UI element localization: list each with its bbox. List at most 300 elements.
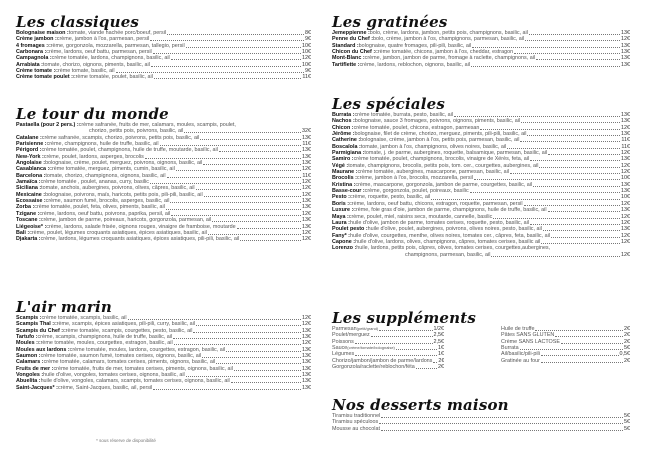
section-gratinees	[332, 14, 630, 68]
item-name: Crème tomate :	[16, 68, 56, 75]
dot-leader	[166, 209, 301, 210]
item-name: Parisienne :	[16, 141, 47, 148]
item-price: 12€	[621, 219, 630, 226]
item-name: Moules aux lardons :	[16, 346, 70, 353]
gratinees-list	[332, 30, 630, 68]
item-description: huile, lardons, petits pois, câpres, olives, tomates cerises, courgettes,aubergines,	[356, 245, 551, 252]
item-price: 32€	[302, 128, 311, 135]
dot-leader	[433, 362, 437, 363]
item-description: huile d'olive, vongoles, calamars, scampis, tomates cerises, oignons, basilic, ail	[40, 378, 230, 385]
dot-leader	[541, 243, 620, 244]
dot-leader	[184, 132, 301, 133]
item-price: 13€	[302, 372, 311, 379]
item-description: crème tomatée, moules, lardons, courgettes, estragon, basilic, ail	[69, 346, 226, 353]
item-price: 13€	[621, 30, 630, 36]
item-description: huile d'olive, courgettes, menthe, olives noires, tomates cer., câpres, feta, basilic, ail	[349, 232, 550, 239]
dot-leader	[240, 240, 301, 241]
item-description: crème, jambon à l'os, parmesan, persil	[56, 36, 150, 43]
item-name: Végé :	[332, 162, 349, 169]
dot-leader	[471, 66, 620, 67]
item-price: 5€	[624, 413, 630, 419]
menu-item	[16, 385, 311, 391]
item-price: 13€	[302, 153, 311, 160]
item-price: 2€	[624, 326, 630, 332]
item-description: crème, poulet, miel, raisins secs, moutarde, cannelle, basilic	[348, 213, 493, 220]
dot-leader	[153, 53, 301, 54]
item-price: 2€	[438, 357, 444, 364]
dot-leader	[174, 344, 301, 345]
item-name: Bali :	[16, 229, 30, 236]
classiques-list	[16, 30, 311, 81]
item-name: Moules :	[16, 340, 38, 347]
item-name: Liégeoise* :	[16, 223, 47, 230]
dot-leader	[193, 332, 301, 333]
item-price: 1€	[438, 351, 444, 358]
item-name: Chorizo/jambon/jambon de parme/lardons	[332, 357, 433, 364]
item-price: 12€	[621, 213, 630, 220]
item-description: crème, jambon de parme, poireaux, haricots, gorgonzola, parmesan, ail	[40, 217, 212, 224]
item-name: Siciliana :	[16, 185, 42, 192]
item-name: Bolognaise maison :	[16, 30, 69, 36]
dot-leader	[548, 211, 620, 212]
item-description: crème, champignons, huile de truffe, basilic, ail	[46, 141, 159, 148]
item-name: New-York :	[16, 153, 44, 160]
dot-leader	[507, 148, 620, 149]
item-name: Crème tomate poulet :	[16, 74, 73, 81]
item-description: bolognaise, crème, poulet, merguez, poivrons, oignons, basilic, ail	[45, 160, 203, 167]
item-name: Mousse au chocolat	[332, 425, 380, 432]
item-name: Campagnola :	[16, 55, 52, 62]
item-name: Périgord :	[16, 147, 42, 154]
item-description: crème tomatée, poulet, champignons, huile de truffe, moutarde, basilic, ail	[41, 147, 218, 154]
item-name: Barcelona :	[16, 172, 46, 179]
dot-leader	[176, 170, 301, 171]
item-description: tomate, champignons, brocolis, petits pois, tom. cer., courgettes, aubergines, ail	[348, 162, 539, 169]
item-price: 13€	[302, 365, 311, 372]
dot-leader	[470, 192, 620, 193]
item-description: tomate, jambon à l'os, champignons, olives noires, basilic, ail	[360, 143, 507, 150]
item-price: 12€	[302, 191, 311, 198]
item-name: Jamaïca :	[16, 179, 41, 186]
item-price: 11€	[621, 143, 630, 150]
item-price: 10€	[302, 49, 311, 56]
item-price: 12€	[621, 162, 630, 169]
dot-leader	[171, 215, 301, 216]
item-price: 12€	[621, 169, 630, 176]
item-name: Chicon du Chef :	[332, 49, 376, 56]
item-name: Kristina :	[332, 181, 356, 188]
item-name: Ail/basilic/pili-pili	[501, 351, 540, 358]
item-description: bolognaise, quatre fromages, pili-pili, basilic, ail	[358, 42, 472, 49]
dot-leader	[212, 221, 301, 222]
item-price: 12€	[302, 166, 311, 173]
item-description: crème, lardons, oeuf battu, poivrons, paprika, persil, ail	[39, 210, 171, 217]
item-name: Calamars :	[16, 359, 44, 366]
item-name: Sauce	[332, 345, 348, 352]
item-name: Zorba :	[16, 204, 35, 211]
item-description: crème, foie gras d'oie, jambon de parme, champignons, huile de truffe, basilic, ail	[353, 207, 547, 214]
item-price: 13€	[621, 42, 630, 49]
item-price: 13€	[621, 207, 630, 214]
item-description: crème, scampis, épices asiatiques, pili-pili, curry, basilic, ail	[54, 321, 196, 328]
item-name: Jemeppienne :	[332, 30, 370, 36]
item-price: 13€	[302, 198, 311, 205]
dot-leader	[520, 141, 620, 142]
dot-leader	[514, 53, 620, 54]
dot-leader	[535, 330, 623, 331]
item-description: crème, jambon, jambon de parme, fromage à raclette, champignons, ail	[364, 55, 536, 62]
dot-leader	[150, 40, 304, 41]
item-description: crème, gorgonzola, mozzarella, parmesan, tallegio, persil	[48, 42, 185, 49]
dot-leader	[196, 189, 301, 190]
item-name: Ecossaise :	[16, 198, 46, 205]
item-name: Laura :	[332, 219, 350, 226]
item-price: 13€	[302, 334, 311, 341]
item-description: bolognaise, sauce 3 fromages, poivrons, oignons, piments, basilic, ail	[354, 118, 521, 125]
item-price: 12€	[621, 251, 630, 258]
item-description: crème tomatée, poulet, basilic, ail	[72, 74, 153, 81]
item-price: 13€	[302, 353, 311, 360]
dot-leader	[541, 362, 623, 363]
item-price: 12€	[621, 150, 630, 157]
item-name: Carbonara :	[16, 49, 47, 56]
item-price: 13€	[302, 327, 311, 334]
item-name: Penne du Chef :	[332, 36, 374, 43]
item-description: crème, gorgonzola, poulet, poireaux, basilic	[364, 188, 469, 195]
dot-leader	[173, 338, 301, 339]
item-description: crème, poulet, lardons, asperges, brocolis	[43, 153, 144, 160]
item-price: 13€	[621, 188, 630, 195]
item-name: Poulet pesto :	[332, 226, 368, 233]
dot-leader	[548, 154, 620, 155]
item-price: 12€	[302, 236, 311, 243]
item-name: Lorenzo :	[332, 245, 357, 252]
item-price: 13€	[302, 359, 311, 366]
item-note: (petit/grand)	[356, 326, 379, 331]
item-price: 9€	[305, 36, 311, 43]
item-description: crème tomatée , poulet, ananas, curry, basilic	[40, 179, 149, 186]
item-name: Fruits de mer :	[16, 365, 54, 372]
dot-leader	[472, 47, 620, 48]
item-name: Capone :	[332, 238, 356, 245]
item-price: 9€	[305, 68, 311, 75]
section-title-speciales: Les spéciales	[332, 95, 446, 113]
dot-leader	[530, 224, 620, 225]
item-name: Burrata	[501, 345, 519, 352]
dot-leader	[151, 66, 301, 67]
item-name: Poissons	[332, 338, 354, 345]
item-description: crème tomatée, calamars, tomates cerises, piments, oignons, basilic, ail	[43, 359, 216, 366]
section-title-desserts: Nos desserts maison	[332, 396, 509, 414]
item-price: 1/2€	[433, 326, 444, 332]
dot-leader	[219, 151, 301, 152]
section-classiques	[16, 14, 311, 81]
item-name: Mont-Blanc :	[332, 55, 365, 62]
item-price: 10€	[302, 61, 311, 68]
dot-leader	[234, 370, 301, 371]
item-price: 5€	[624, 345, 630, 352]
item-description: crème tomatée, scampis, basilic, ail	[41, 315, 127, 321]
section-desserts	[332, 397, 630, 432]
dot-leader	[208, 234, 301, 235]
item-description: huile d'olive, lardons, olives, champignons, câpres, tomates cerises, basilic ail	[355, 238, 541, 245]
item-name: Arrabiata :	[16, 61, 43, 68]
item-name: Djakarta :	[16, 236, 41, 243]
item-price: 1€	[438, 345, 444, 352]
dot-leader	[202, 357, 301, 358]
section-speciales	[332, 96, 630, 258]
item-description: bolo, crème, jambon à l'os, champignons, parmesan, basilic, ail	[373, 36, 525, 43]
item-description: tomate, chorizo, champignons, oignons, basilic, ail	[45, 172, 166, 179]
item-description: huile d'olive, vongoles, tomates cerises, oignons, basilic, ail	[43, 372, 185, 379]
section-title-gratinees: Les gratinées	[332, 13, 448, 31]
speciales-list	[332, 112, 630, 258]
dot-leader	[521, 122, 620, 123]
item-description: crème tomatée, burrata, pesto, basilic, ail	[354, 112, 454, 118]
item-name: Maya :	[332, 213, 349, 220]
item-name: Burrata :	[332, 112, 355, 118]
item-price: 12€	[302, 179, 311, 186]
item-name: Parmesan	[332, 326, 357, 332]
supplements-left-list	[332, 326, 444, 370]
item-name: Vongoles :	[16, 372, 44, 379]
item-description: crème safranée, scampis, chorizo, poivrons, petits pois, basilic, ail	[41, 134, 200, 141]
item-name: Saumon :	[16, 353, 41, 360]
item-name: Basse-cour :	[332, 188, 365, 195]
item-price: 13€	[621, 61, 630, 68]
desserts-list	[332, 413, 630, 432]
item-description: crème, jambon à l'os, brocolis, mozzarella, persil	[356, 175, 473, 182]
item-name: Pesto :	[332, 194, 350, 201]
item-price: 12€	[621, 238, 630, 245]
item-name: Casablanca :	[16, 166, 50, 173]
dot-leader	[226, 351, 301, 352]
item-price: 10€	[621, 175, 630, 182]
item-name: Saint-Jacques* :	[16, 384, 58, 391]
item-description: tomate, viande hachée porc/boeuf, persil	[68, 30, 167, 36]
item-price: 2€	[438, 364, 444, 371]
item-price: 12€	[302, 321, 311, 328]
item-name: Tiramisu spéculoos	[332, 419, 379, 426]
dot-leader	[203, 164, 301, 165]
dot-leader	[379, 330, 432, 331]
item-description: tomate, j. de parme, aubergines, roquette, balsamique, parmesan, basilic, ail	[364, 150, 548, 157]
item-price: 13€	[302, 160, 311, 167]
item-price: 2€	[624, 332, 630, 339]
item-price: 2,5€	[433, 332, 444, 339]
item-description: bolognaise, crème, jambon à l'os, petits pois, parmesan, basilic, ail	[360, 137, 520, 144]
supplement-item	[332, 426, 630, 432]
item-description: crème tomatée, poulet, champignons, brocolis, vinaigre de Xérès, feta, ail	[353, 156, 530, 163]
item-name: Gorgonzola/raclette/reblochon/féta	[332, 364, 415, 371]
item-name: Huile de truffe	[501, 326, 535, 332]
dot-leader	[150, 183, 301, 184]
item-name: Pâtes SANS GLUTEN	[501, 332, 555, 339]
item-description: crème tomatée, merguez, piments, cumin, basilic, ail	[49, 166, 175, 173]
item-price: 13€	[302, 346, 311, 353]
item-name: Tartiflette :	[332, 61, 360, 68]
item-name: Parmigiana :	[332, 150, 365, 157]
item-price: 2,5€	[433, 338, 444, 345]
item-description: crème, roquette, pesto, basilic, ail	[349, 194, 431, 201]
dot-leader	[355, 343, 433, 344]
item-price: 13€	[621, 55, 630, 62]
item-description: crème safranée, fruits de mer, calamars, moules, scampis, poulet,	[78, 122, 236, 128]
dot-leader	[371, 336, 433, 337]
item-price: 2€	[624, 338, 630, 345]
item-name: Toscane :	[16, 217, 41, 224]
item-price: 8€	[305, 30, 311, 36]
item-description: crème tomatée, saumon fumé, tomates cerises, oignons, basilic, ail	[40, 353, 202, 360]
item-name: Jérôme :	[332, 131, 355, 138]
item-price: 12€	[302, 185, 311, 192]
item-price: 12€	[302, 210, 311, 217]
item-price: 12€	[302, 55, 311, 62]
dot-leader	[145, 158, 301, 159]
item-name: Poulet/merguez	[332, 332, 370, 339]
item-name: Angolaise :	[16, 160, 46, 167]
item-name: 4 fromages :	[16, 42, 49, 49]
item-name: Crème SANS LACTOSE	[501, 338, 560, 345]
item-name: Chicon :	[332, 124, 354, 131]
item-price: 12€	[621, 232, 630, 239]
item-description: crème, saumon fumé, brocolis, asperges, basilic, ail	[45, 198, 170, 205]
item-name: Boris :	[332, 200, 350, 207]
item-description: bolo, crème, lardons, jambon, petits pois, champignons, basilic, ail	[369, 30, 528, 36]
item-price: 0,5€	[619, 351, 630, 358]
menu-item	[16, 74, 311, 80]
section-title-air-marin: L'air marin	[16, 298, 112, 316]
dot-leader	[454, 116, 620, 117]
section-title-classiques: Les classiques	[16, 13, 140, 31]
dot-leader	[170, 202, 301, 203]
dot-leader	[196, 325, 301, 326]
item-description: crème tomatée, poulet, chicons, estragon, parmesan	[353, 124, 480, 131]
item-price: 5€	[624, 419, 630, 426]
dot-leader	[551, 237, 620, 238]
item-price: 13€	[302, 134, 311, 141]
item-description: crème, lardons, légumes croquants asiatiques, épices asiatiques, pili-pili, basilic, ail	[40, 236, 240, 243]
dot-leader	[431, 199, 620, 200]
item-description: crème tomatée, aubergines, mascarpone, parmesan, basilic, ail	[357, 169, 510, 176]
dot-leader	[116, 72, 304, 73]
dot-leader	[186, 376, 301, 377]
item-name: Boscaïola :	[332, 143, 361, 150]
item-price: 13€	[621, 118, 630, 125]
item-price: 11€	[302, 141, 311, 148]
item-price: 12€	[621, 124, 630, 131]
dot-leader	[154, 78, 301, 79]
dot-leader	[128, 319, 301, 320]
dot-leader	[539, 167, 620, 168]
item-description: bolognaise, filet de crème, chorizo, merguez, piments, pili-pili, basilic, ail	[354, 131, 527, 138]
dot-leader	[520, 349, 623, 350]
dot-leader	[525, 40, 620, 41]
item-name: Gratinée au four	[501, 357, 540, 364]
air-marin-list	[16, 315, 311, 391]
item-description: crème, poulet, légumes croquants asiatiques, épices asiatiques, basilic, ail	[29, 229, 207, 236]
item-price: 13€	[621, 49, 630, 56]
dot-leader	[474, 179, 620, 180]
item-price: 11€	[302, 74, 311, 81]
item-description: crème tomatée, moules, courgettes, estragon, basilic, ail	[37, 340, 173, 347]
item-price: 12€	[302, 315, 311, 321]
item-price: 13€	[302, 217, 311, 224]
dot-leader	[237, 228, 301, 229]
section-air-marin	[16, 299, 311, 391]
dot-leader	[480, 129, 620, 130]
dot-leader	[416, 368, 437, 369]
dot-leader	[231, 382, 301, 383]
dot-leader	[167, 177, 302, 178]
supplement-item	[501, 358, 630, 364]
dot-leader	[381, 417, 623, 418]
dot-leader	[555, 336, 623, 337]
dot-leader	[153, 389, 301, 390]
item-description: tomate, anchois, aubergines, poivrons, olives, câpres, basilic, ail	[41, 185, 195, 192]
dot-leader	[167, 34, 304, 35]
item-name: Fany* :	[332, 232, 350, 239]
dot-leader	[529, 34, 620, 35]
item-price: 13€	[302, 223, 311, 230]
item-description: crème tomatée, lardons, champignons, basilic, ail	[51, 55, 170, 62]
item-description: crème, lardons, oeuf battu, chicons, estragon, roquette, parmesan, persil	[349, 200, 523, 207]
item-description: crème, lardons, oeuf battu, parmesan, persil	[46, 49, 152, 56]
item-price: 13€	[302, 204, 311, 211]
dot-leader	[510, 173, 620, 174]
item-description-continued: champignons, parmesan, basilic, ail	[405, 251, 491, 258]
item-description: tomate, chorizo, oignons, piments, basilic, ail	[42, 61, 150, 68]
item-price: 10€	[621, 194, 630, 201]
dot-leader	[160, 145, 302, 146]
item-description: crème, Saint-Jacques, basilic, ail, persil	[57, 384, 153, 391]
dot-leader	[396, 349, 437, 350]
dot-leader	[561, 343, 623, 344]
menu-item-continued	[332, 252, 630, 258]
item-description: crème tomatée, chicons, jambon à l'os, cheddar, estragon	[375, 49, 514, 56]
item-name: Pastaella (pour 2 pers.) :	[16, 122, 79, 128]
item-price: 11€	[621, 137, 630, 144]
item-name: Brocolis :	[332, 175, 357, 182]
item-price: 13€	[302, 384, 311, 391]
item-name: Scampis Thaï :	[16, 321, 55, 328]
menu-item	[16, 236, 311, 242]
item-note: (crème/tomate/bolognaise)	[347, 345, 395, 351]
dot-leader	[491, 256, 620, 257]
dot-leader	[204, 196, 301, 197]
item-name: Légumes	[332, 351, 355, 358]
item-name: Samiro :	[332, 156, 354, 163]
item-description: crème tomatée, fruits de mer, tomates cerises, piments, oignons, basilic, ail	[53, 365, 233, 372]
item-description: crème tomatée, poulet, feta, olives, piments, basilic, ail	[34, 204, 165, 211]
item-description: crème, scampis, champignons, huile de truffe, basilic, ail	[37, 334, 173, 341]
dot-leader	[379, 423, 623, 424]
item-name: Scampis :	[16, 315, 42, 321]
item-description: crème, lardons, reblochon, oignons, basilic, ail	[359, 61, 471, 68]
dot-leader	[381, 430, 623, 431]
item-price: 13€	[621, 131, 630, 138]
item-name: Catalane :	[16, 134, 42, 141]
item-price: 2€	[624, 357, 630, 364]
item-name: Tzigane :	[16, 210, 40, 217]
section-title-tour-du-monde: Le tour du monde	[16, 105, 169, 123]
item-price: 12€	[621, 36, 630, 43]
item-name: Luxure :	[332, 207, 354, 214]
item-price: 13€	[621, 156, 630, 163]
tour-du-monde-list	[16, 122, 311, 243]
item-description: crème, mascarpone, gorgonzola, jambon de parme, courgettes, basilic, ail	[355, 181, 533, 188]
dot-leader	[530, 160, 620, 161]
